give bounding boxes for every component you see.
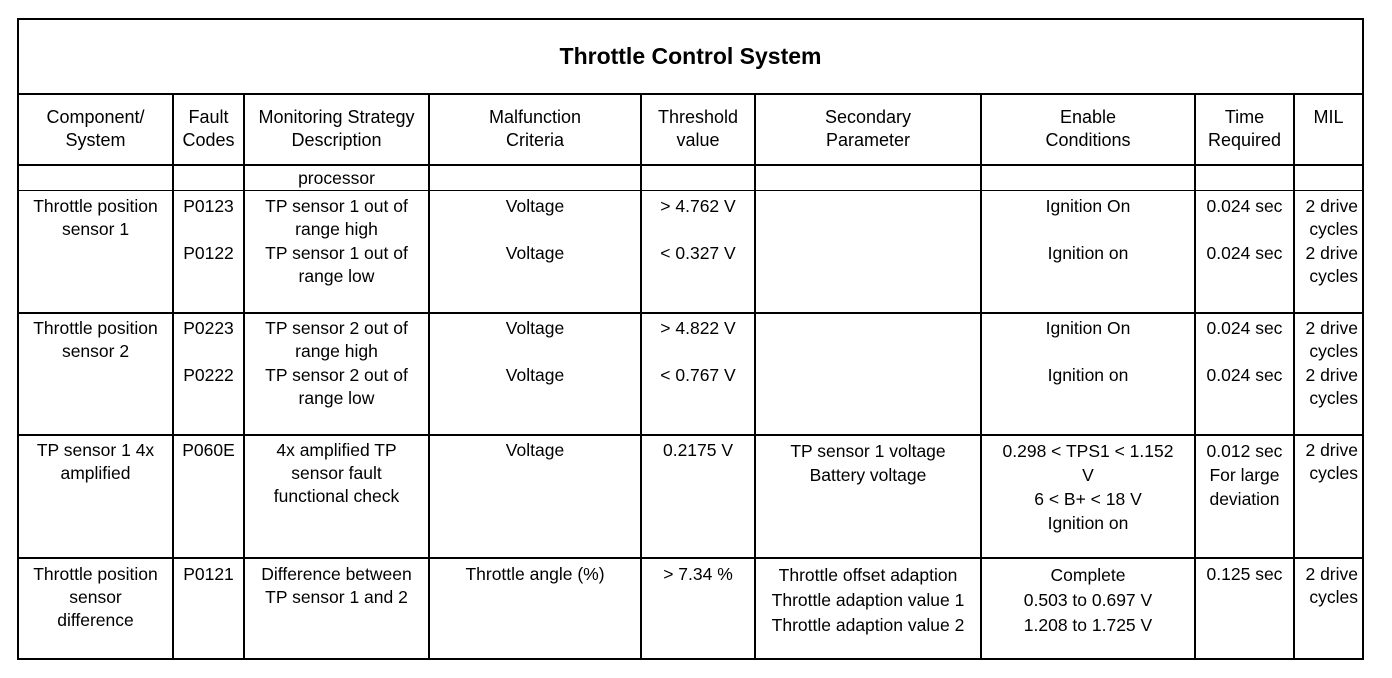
row4-threshold: > 7.34 %: [663, 564, 733, 584]
row2-enable2: Ignition on: [1047, 365, 1129, 385]
continuation-divider: [17, 190, 1364, 191]
row4-criteria: Throttle angle (%): [465, 564, 605, 584]
row2-component: Throttle position sensor 2: [33, 318, 158, 361]
row1-time2: 0.024 sec: [1206, 243, 1283, 263]
row1-enable1: Ignition On: [1045, 196, 1131, 216]
row3-component: TP sensor 1 4x amplified: [36, 440, 155, 483]
row3-fault: P060E: [182, 440, 235, 460]
row3-secondary: TP sensor 1 voltage Battery voltage: [790, 441, 946, 485]
row4-secondary: Throttle offset adaption Throttle adaption value 1 Throttle adaption value 2: [771, 565, 965, 635]
row2-mil1: 2 drive cycles: [1305, 318, 1358, 361]
row1-enable2: Ignition on: [1047, 243, 1129, 263]
row-divider: [17, 434, 1364, 436]
row3-desc: 4x amplified TP sensor fault functional check: [273, 440, 400, 506]
row4-desc: Difference between TP sensor 1 and 2: [261, 564, 412, 607]
row1-threshold1: > 4.762 V: [660, 196, 736, 216]
header-mil: MIL: [1313, 107, 1344, 127]
row3-criteria: Voltage: [505, 440, 565, 460]
header-fault-codes: Fault Codes: [182, 107, 235, 150]
row1-time1: 0.024 sec: [1206, 196, 1283, 216]
row2-criteria2: Voltage: [505, 365, 565, 385]
row1-mil1: 2 drive cycles: [1305, 196, 1358, 239]
row2-criteria1: Voltage: [505, 318, 565, 338]
row3-mil: 2 drive cycles: [1305, 440, 1358, 483]
row2-mil2: 2 drive cycles: [1305, 365, 1358, 408]
row1-mil2: 2 drive cycles: [1305, 243, 1358, 286]
row2-desc2: TP sensor 2 out of range low: [265, 365, 408, 408]
row4-time: 0.125 sec: [1206, 564, 1283, 584]
row1-fault1: P0123: [183, 196, 234, 216]
header-malfunction: Malfunction Criteria: [488, 107, 582, 150]
row4-mil: 2 drive cycles: [1305, 564, 1358, 607]
row2-enable1: Ignition On: [1045, 318, 1131, 338]
row4-fault: P0121: [183, 564, 234, 584]
row2-fault2: P0222: [183, 365, 234, 385]
row-divider: [17, 312, 1364, 314]
header-secondary: Secondary Parameter: [824, 107, 912, 150]
row3-enable: 0.298 < TPS1 < 1.152 V 6 < B+ < 18 V Ignition on: [1002, 441, 1174, 533]
row2-time2: 0.024 sec: [1206, 365, 1283, 385]
row1-fault2: P0122: [183, 243, 234, 263]
row1-criteria1: Voltage: [505, 196, 565, 216]
header-time: Time Required: [1207, 107, 1282, 150]
header-component: Component/ System: [46, 107, 145, 150]
row4-enable: Complete 0.503 to 0.697 V 1.208 to 1.725 V: [1023, 565, 1153, 635]
row2-fault1: P0223: [183, 318, 234, 338]
table-title: Throttle Control System: [17, 18, 1364, 95]
row2-desc1: TP sensor 2 out of range high: [265, 318, 408, 361]
row-divider: [17, 557, 1364, 559]
header-enable: Enable Conditions: [1045, 107, 1131, 150]
row1-criteria2: Voltage: [505, 243, 565, 263]
row2-threshold2: < 0.767 V: [660, 365, 736, 385]
header-divider: [17, 164, 1364, 166]
row3-threshold: 0.2175 V: [662, 440, 734, 460]
row2-threshold1: > 4.822 V: [660, 318, 736, 338]
row1-threshold2: < 0.327 V: [660, 243, 736, 263]
row4-component: Throttle position sensor difference: [33, 564, 158, 630]
row3-time: 0.012 sec For large deviation: [1206, 441, 1283, 509]
row2-time1: 0.024 sec: [1206, 318, 1283, 338]
continuation-text: processor: [298, 168, 375, 188]
header-threshold: Threshold value: [657, 107, 739, 150]
row1-desc2: TP sensor 1 out of range low: [265, 243, 408, 286]
header-monitoring: Monitoring Strategy Description: [258, 107, 415, 150]
row1-component: Throttle position sensor 1: [33, 196, 158, 239]
row1-desc1: TP sensor 1 out of range high: [265, 196, 408, 239]
